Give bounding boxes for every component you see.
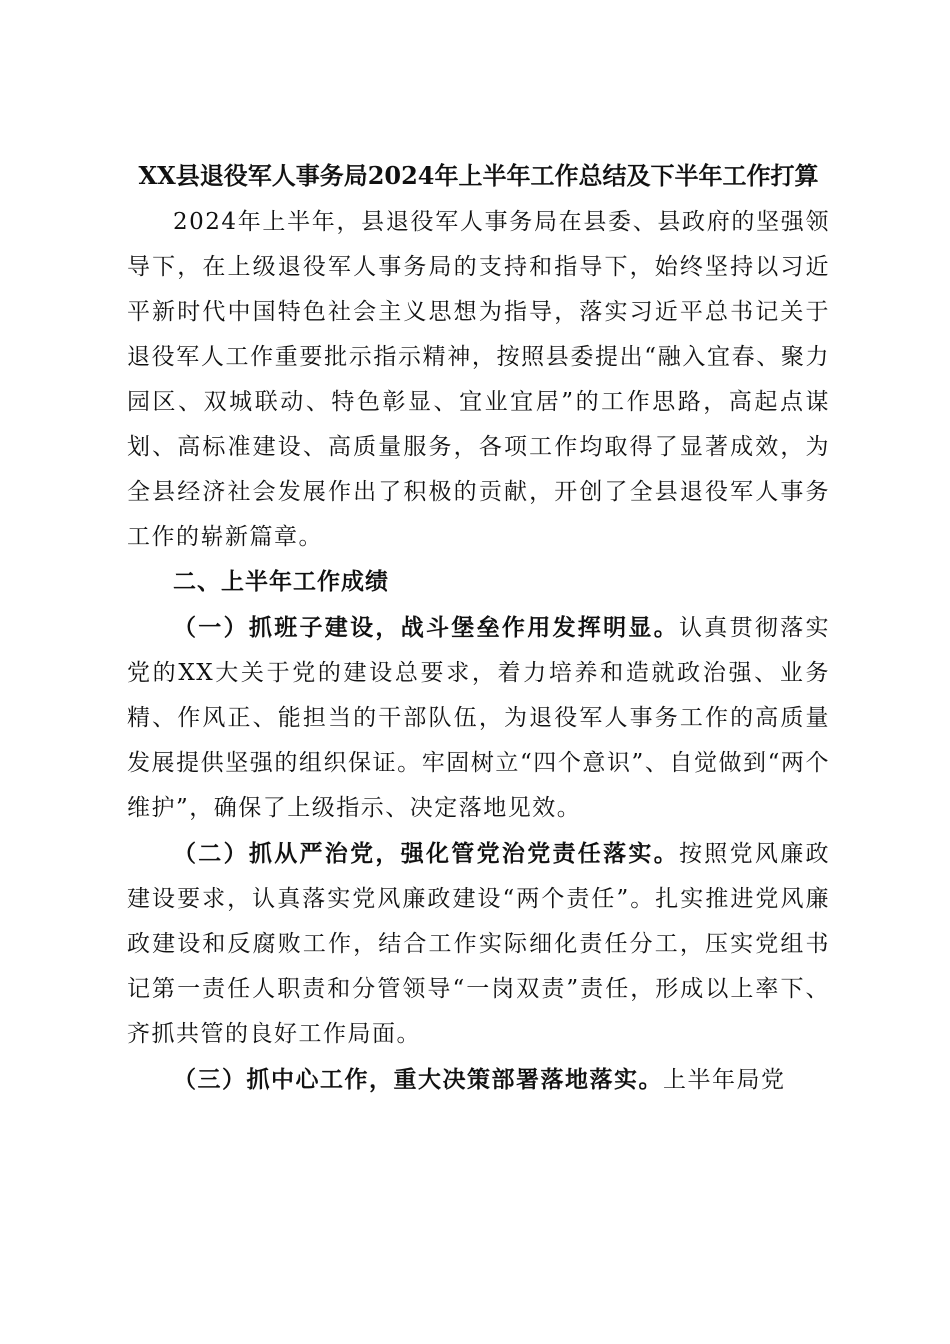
item-body-2: 按照党风廉政建设要求，认真落实党风廉政建设“两个责任”。扎实推进党风廉政建设和反腐败工作，结合工作实际细化责任分工，压实党组书记第一责任人职责和分管领导“一岗双责”责任，形成以上率下、齐抓共管的良好工作局面。 xyxy=(127,841,831,1047)
document-title: XX县退役军人事务局2024年上半年工作总结及下半年工作打算 xyxy=(138,161,819,190)
item-body-1: 认真贯彻落实党的XX大关于党的建设总要求，着力培养和造就政治强、业务精、作风正、能担当的干部队伍，为退役军人事务工作的高质量发展提供坚强的组织保证。牢固树立“四个意识”、自觉做到“两个维护”，确保了上级指示、决定落地见效。 xyxy=(127,615,831,821)
item-paragraph-2 xyxy=(127,831,830,1057)
section-heading: 二、上半年工作成绩 xyxy=(173,569,389,595)
item-paragraph-3 xyxy=(127,1057,830,1103)
item-paragraph-1 xyxy=(127,605,830,831)
item-body-3: 上半年局党 xyxy=(663,1067,786,1093)
intro-paragraph: 2024年上半年，县退役军人事务局在县委、县政府的坚强领导下，在上级退役军人事务局的支持和指导下，始终坚持以习近平新时代中国特色社会主义思想为指导，落实习近平总书记关于退役军人工作重要批示指示精神，按照县委提出“融入宜春、聚力园区、双城联动、特色彰显、宜业宜居”的工作思路，高起点谋划、高标准建设、高质量服务，各项工作均取得了显著成效，为全县经济社会发展作出了积极的贡献，开创了全县退役军人事务工作的崭新篇章。 xyxy=(127,209,830,550)
item-lead-1: （一）抓班子建设，战斗堡垒作用发挥明显。 xyxy=(173,614,679,641)
item-lead-3: （三）抓中心工作，重大决策部署落地落实。 xyxy=(173,1066,663,1093)
document-body xyxy=(127,160,830,1103)
item-lead-2: （二）抓从严治党，强化管党治党责任落实。 xyxy=(173,840,679,867)
